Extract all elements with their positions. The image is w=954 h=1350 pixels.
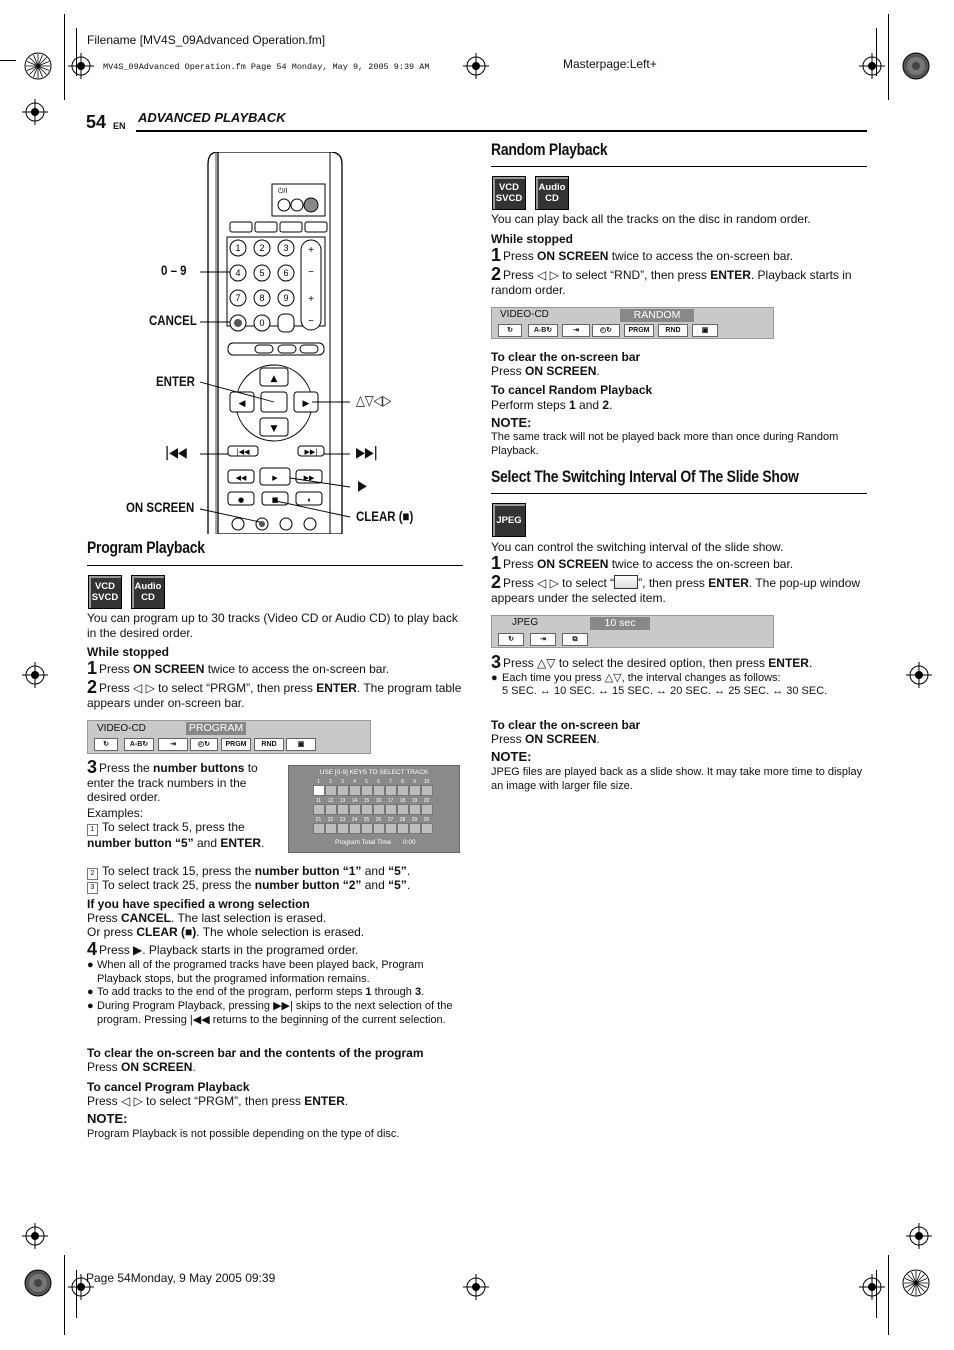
random-step-2: 2 Press ◁ ▷ to select “RND”, then press ENTER. Playback starts in random order.	[491, 264, 852, 297]
svg-text:▶: ▶	[302, 399, 310, 409]
slideshow-interval-sequence: 5 SEC. ↔ 10 SEC. ↔ 15 SEC. ↔ 20 SEC. ↔ 25 SEC. ↔ 30 SEC.	[502, 685, 828, 697]
program-table-slot	[361, 785, 373, 796]
svg-text:0: 0	[259, 318, 265, 328]
program-table-slot	[313, 785, 325, 796]
svg-text:◀◀: ◀◀	[235, 474, 247, 482]
slideshow-rule	[491, 493, 867, 494]
svg-text:9: 9	[283, 293, 289, 303]
program-note-text: Program Playback is not possible depending on the type of disc.	[87, 1128, 400, 1140]
svg-text:⏸: ⏸	[307, 496, 311, 504]
svg-text:+: +	[308, 245, 314, 256]
program-table-slot	[313, 804, 325, 815]
program-table-track-number: 25	[363, 817, 370, 823]
file-info: MV4S_09Advanced Operation.fm Page 54 Monday, May 9, 2005 9:39 AM	[103, 62, 430, 72]
program-table-slot	[397, 785, 409, 796]
program-table-slot	[409, 804, 421, 815]
program-bullet-1: When all of the programed tracks have been played back, Program Playback stops, but the programed information remains.	[97, 959, 424, 985]
svg-text:3: 3	[283, 243, 289, 253]
random-rule	[491, 166, 867, 167]
svg-text:2: 2	[259, 243, 265, 253]
slideshow-note-title: NOTE:	[491, 749, 532, 764]
program-while-stopped: While stopped	[87, 645, 169, 659]
program-table-track-number: 20	[423, 798, 430, 804]
program-table-slot	[349, 785, 361, 796]
random-title: Random Playback	[491, 140, 608, 159]
program-cancel-text: Press ◁ ▷ to select “PRGM”, then press ENTER.	[87, 1094, 349, 1108]
program-badge-vcd: VCD SVCD	[88, 575, 122, 609]
svg-text:■: ■	[271, 496, 279, 504]
program-table-slot	[313, 823, 325, 834]
program-table-slot	[337, 785, 349, 796]
program-table-slot	[373, 823, 385, 834]
svg-text:6: 6	[283, 268, 289, 278]
program-table-track-number: 26	[375, 817, 382, 823]
svg-text:▶▶|: ▶▶|	[304, 448, 318, 456]
program-step-4: 4 Press ▶. Playback starts in the programed order.	[87, 939, 359, 959]
masterpage-label: Masterpage:Left+	[563, 57, 657, 71]
program-table-slot	[397, 823, 409, 834]
program-table-slot	[409, 785, 421, 796]
svg-text:◀: ◀	[238, 399, 246, 409]
program-table-track-number: 17	[387, 798, 394, 804]
slideshow-note-text: JPEG files are played back as a slide show. It may take more time to display an image with larger file size.	[491, 766, 863, 792]
program-table-track-number: 30	[423, 817, 430, 823]
filename-label: Filename [MV4S_09Advanced Operation.fm]	[87, 33, 326, 47]
program-table-slot	[325, 785, 337, 796]
random-badge-vcd: VCD SVCD	[492, 176, 526, 210]
program-rule	[87, 565, 463, 566]
program-table-track-number: 5	[365, 779, 368, 785]
program-table-track-number: 15	[363, 798, 370, 804]
slideshow-onscreen-bar: JPEG 10 sec ↻ ⇥ ⧉	[491, 615, 774, 648]
remote-label-digits: 0 – 9	[161, 262, 187, 278]
remote-label-next: ▶▶|	[356, 445, 378, 461]
svg-text:1: 1	[235, 243, 241, 253]
random-note-title: NOTE:	[491, 415, 532, 430]
program-title: Program Playback	[87, 538, 205, 557]
svg-text:5: 5	[259, 268, 265, 278]
program-table-track-number: 8	[401, 779, 404, 785]
slideshow-badge-jpeg: JPEG	[492, 503, 526, 537]
program-wrong-title: If you have specified a wrong selection	[87, 897, 310, 911]
program-step-3: 3 Press the number buttons to enter the track numbers in the desired order.	[87, 757, 258, 804]
program-wrong-1: Press CANCEL. The last selection is erased.	[87, 911, 327, 925]
bullet-dot: ●	[87, 1000, 94, 1012]
remote-label-clear: CLEAR (■)	[356, 508, 414, 524]
program-table-total-value: 0:00	[403, 839, 416, 846]
random-clear-title: To clear the on-screen bar	[491, 350, 641, 364]
program-table-track-number: 6	[377, 779, 380, 785]
svg-text:+: +	[308, 294, 314, 305]
slideshow-intro: You can control the switching interval of the slide show.	[491, 540, 784, 554]
random-badge-audio-cd: Audio CD	[535, 176, 569, 210]
random-clear-text: Press ON SCREEN.	[491, 364, 600, 378]
program-table-slot	[349, 804, 361, 815]
program-table-track-number: 1	[317, 779, 320, 785]
slideshow-step-2: 2 Press ◁ ▷ to select “ ”, then press ENTER. The pop-up window appears under the selected item.	[491, 572, 861, 605]
program-table-track-number: 10	[423, 779, 430, 785]
program-table-track-number: 7	[389, 779, 392, 785]
slideshow-clear-text: Press ON SCREEN.	[491, 732, 600, 746]
footer-stamp: Page 54Monday, 9 May 2005 09:39	[86, 1271, 276, 1285]
program-table-track-number: 4	[353, 779, 356, 785]
remote-label-on-screen: ON SCREEN	[126, 499, 195, 515]
slideshow-bullet-1: Each time you press △▽, the interval changes as follows:	[502, 672, 781, 684]
svg-text:●: ●	[237, 496, 245, 504]
slideshow-step-1: 1 Press ON SCREEN twice to access the on-screen bar.	[491, 553, 794, 573]
program-table-slot	[385, 785, 397, 796]
slideshow-interval-icon	[614, 575, 638, 589]
program-table-track-number: 24	[351, 817, 358, 823]
random-onscreen-bar: VIDEO-CD RANDOM ↻ A-B↻ ⇥ ◴↻ PRGM RND ▣	[491, 307, 774, 339]
remote-label-enter: ENTER	[156, 373, 195, 389]
svg-text:−: −	[308, 316, 314, 327]
program-table-track-number: 16	[375, 798, 382, 804]
program-table-slot	[325, 823, 337, 834]
program-step-1: 1 Press ON SCREEN twice to access the on-screen bar.	[87, 658, 390, 678]
remote-label-prev: |◀◀	[165, 445, 187, 461]
remote-label-arrows: △▽◁▷	[356, 393, 392, 409]
svg-text:▶▶: ▶▶	[303, 474, 315, 482]
program-examples: Examples:	[87, 806, 144, 820]
remote-control-illustration	[200, 152, 415, 534]
random-note-text: The same track will not be played back more than once during Random Playback.	[491, 431, 839, 457]
program-table-track-number: 3	[341, 779, 344, 785]
program-step-2: 2 Press ◁ ▷ to select “PRGM”, then press ENTER. The program table appears under on-screen bar.	[87, 677, 462, 710]
page-number: 54	[86, 112, 107, 132]
program-table-slot	[361, 823, 373, 834]
program-intro: You can program up to 30 tracks (Video CD or Audio CD) to play back in the desired order.	[87, 611, 458, 640]
program-table-slot	[373, 804, 385, 815]
program-example-1: 1 To select track 5, press the number button “5” and ENTER.	[87, 820, 265, 850]
program-table-slot	[325, 804, 337, 815]
remote-label-cancel: CANCEL	[149, 312, 197, 328]
program-wrong-2: Or press CLEAR (■). The whole selection is erased.	[87, 925, 365, 939]
random-intro: You can play back all the tracks on the disc in random order.	[491, 212, 811, 226]
random-while-stopped: While stopped	[491, 232, 573, 246]
program-table-track-number: 21	[315, 817, 322, 823]
slideshow-title: Select The Switching Interval Of The Slide Show	[491, 467, 799, 486]
page-section: ADVANCED PLAYBACK	[138, 110, 286, 125]
page-language: EN	[113, 121, 126, 131]
program-table-slot	[421, 785, 433, 796]
program-table-track-number: 23	[339, 817, 346, 823]
slideshow-step-3: 3 Press △▽ to select the desired option, then press ENTER.	[491, 652, 813, 672]
program-bullet-3: During Program Playback, pressing ▶▶| skips to the next selection of the program. Pressing |◀◀ returns to the beginning of the current selection.	[97, 1000, 453, 1026]
slideshow-clear-title: To clear the on-screen bar	[491, 718, 641, 732]
svg-text:8: 8	[259, 293, 265, 303]
program-table-slot	[421, 823, 433, 834]
svg-text:▼: ▼	[270, 424, 278, 434]
bullet-dot: ●	[87, 959, 94, 971]
random-cancel-text: Perform steps 1 and 2.	[491, 398, 613, 412]
program-clear-title: To clear the on-screen bar and the contents of the program	[87, 1046, 424, 1060]
program-table-total-label: Program Total Time	[335, 839, 392, 846]
program-table-slot	[397, 804, 409, 815]
svg-text:▶: ▶	[272, 474, 278, 482]
random-step-1: 1 Press ON SCREEN twice to access the on-screen bar.	[491, 245, 794, 265]
svg-text:|◀◀: |◀◀	[236, 448, 250, 456]
program-table	[288, 765, 460, 853]
svg-text:4: 4	[235, 268, 241, 278]
program-table-slot	[421, 804, 433, 815]
program-table-track-number: 18	[399, 798, 406, 804]
program-table-slot	[409, 823, 421, 834]
program-table-slot	[361, 804, 373, 815]
program-table-track-number: 11	[315, 798, 322, 804]
program-table-track-number: 22	[327, 817, 334, 823]
program-table-track-number: 29	[411, 817, 418, 823]
svg-text:7: 7	[235, 293, 241, 303]
program-bullet-2: To add tracks to the end of the program, perform steps 1 through 3.	[97, 986, 425, 998]
program-table-track-number: 27	[387, 817, 394, 823]
program-table-track-number: 9	[413, 779, 416, 785]
program-clear-text: Press ON SCREEN.	[87, 1060, 196, 1074]
bullet-dot: ●	[491, 672, 498, 684]
random-cancel-title: To cancel Random Playback	[491, 383, 653, 397]
program-table-track-number: 2	[329, 779, 332, 785]
program-table-track-number: 28	[399, 817, 406, 823]
program-table-slot	[337, 804, 349, 815]
remote-label-play: ▶	[358, 478, 367, 494]
program-table-slot	[337, 823, 349, 834]
program-table-slot	[349, 823, 361, 834]
program-table-slot	[385, 804, 397, 815]
program-table-slot	[373, 785, 385, 796]
program-table-track-number: 13	[339, 798, 346, 804]
header-rule	[136, 130, 867, 132]
program-note-title: NOTE:	[87, 1111, 128, 1126]
program-table-track-number: 19	[411, 798, 418, 804]
program-table-track-number: 14	[351, 798, 358, 804]
program-table-slot	[385, 823, 397, 834]
program-badge-audio-cd: Audio CD	[131, 575, 165, 609]
program-cancel-title: To cancel Program Playback	[87, 1080, 250, 1094]
svg-text:▲: ▲	[270, 374, 278, 384]
program-onscreen-bar: VIDEO-CD PROGRAM ↻ A-B↻ ⇥ ◴↻ PRGM RND ▣	[87, 720, 371, 754]
svg-text:⏻/I: ⏻/I	[278, 188, 288, 195]
program-table-title: USE [0-9] KEYS TO SELECT TRACK	[319, 769, 429, 776]
svg-text:−: −	[308, 267, 314, 278]
program-example-2: 2 To select track 15, press the number button “1” and “5”.	[87, 864, 463, 880]
program-example-3: 3 To select track 25, press the number button “2” and “5”.	[87, 878, 463, 894]
bullet-dot: ●	[87, 986, 94, 998]
program-table-track-number: 12	[327, 798, 334, 804]
